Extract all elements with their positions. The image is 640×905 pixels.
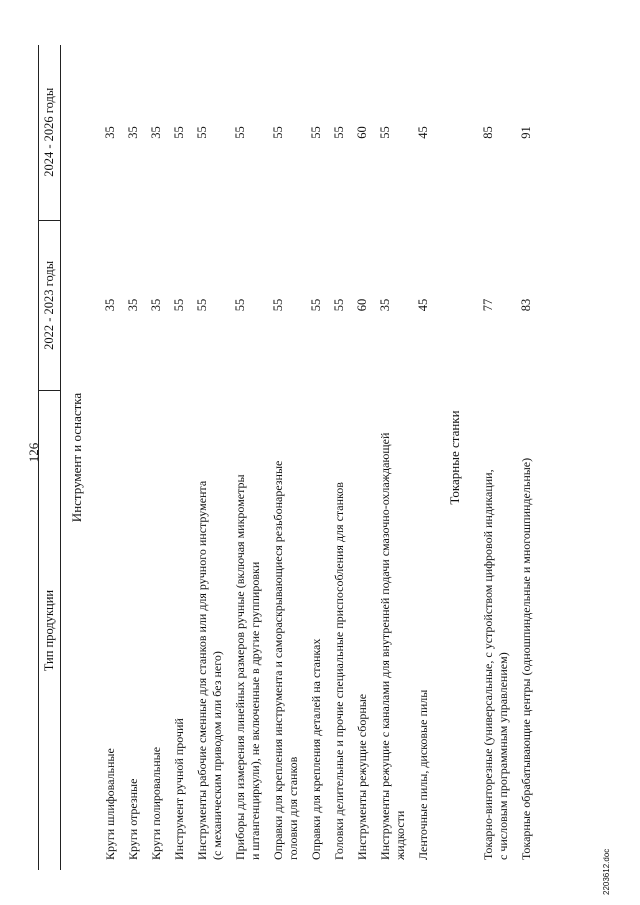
- table-row: [233, 45, 263, 870]
- value-2024-2026: 35: [149, 126, 163, 139]
- value-2022-2023: 35: [126, 298, 140, 312]
- table-header: [38, 45, 61, 870]
- product-name: [332, 390, 347, 870]
- table-row: [519, 45, 534, 870]
- value-2024-2026: 60: [355, 126, 369, 139]
- product-name: [481, 390, 511, 870]
- product-name-line: Инструменты режущие сборные: [355, 693, 369, 860]
- footer-filename: 2203612.doc: [602, 848, 611, 895]
- product-name: [519, 390, 534, 870]
- product-name: [416, 390, 431, 870]
- value-2022-2023: 35: [149, 298, 163, 312]
- value-2024-2026: 85: [481, 126, 495, 139]
- product-name-line: Головки делительные и прочие специальные приспособления для станков: [332, 482, 346, 860]
- value-2022-2023: 77: [481, 298, 495, 312]
- product-name: [355, 390, 370, 870]
- value-2022-2023: 55: [195, 298, 209, 312]
- table-row: [416, 45, 431, 870]
- table-row: [271, 45, 301, 870]
- value-2024-2026: 55: [172, 126, 186, 139]
- section-title: Инструмент и оснастка: [69, 392, 84, 523]
- product-name-line: Ленточные пилы, дисковые пилы: [416, 689, 430, 860]
- value-2024-2026: 55: [233, 126, 247, 139]
- table-row: [355, 45, 370, 870]
- value-2024-2026: 55: [309, 126, 323, 139]
- product-name: [195, 390, 225, 870]
- header-2024-2026: 2024 - 2026 годы: [39, 45, 60, 221]
- table-row: [103, 45, 118, 870]
- product-name-line: Приборы для измерения линейных размеров ручные (включая микрометры: [233, 474, 247, 860]
- table-row: [195, 45, 225, 870]
- table-row: [172, 45, 187, 870]
- table-row: [309, 45, 324, 870]
- value-2022-2023: 55: [332, 298, 346, 312]
- product-name-line: Инструменты режущие с каналами для внутренней подачи смазочно-охлаждающей: [378, 432, 392, 860]
- product-table: [38, 45, 542, 870]
- product-name: [126, 390, 141, 870]
- value-2022-2023: 83: [519, 298, 533, 312]
- value-2022-2023: 55: [271, 298, 285, 312]
- product-name-line: Круги полировальные: [149, 746, 163, 860]
- product-name: [378, 390, 408, 870]
- table-row: [332, 45, 347, 870]
- product-name-line: жидкости: [393, 810, 407, 860]
- value-2024-2026: 55: [332, 126, 346, 139]
- value-2022-2023: 55: [309, 298, 323, 312]
- product-name-line: с числовым программным управлением): [496, 652, 510, 860]
- product-name-line: Инструмент ручной прочий: [172, 718, 186, 860]
- page-number: 126: [26, 442, 41, 463]
- value-2022-2023: 55: [233, 298, 247, 312]
- product-name-line: Круги шлифовальные: [103, 748, 117, 860]
- product-name-line: Инструменты рабочие сменные для станков или для ручного инструмента: [195, 480, 209, 860]
- table-row: [126, 45, 141, 870]
- value-2024-2026: 55: [195, 126, 209, 139]
- value-2024-2026: 55: [378, 126, 392, 139]
- product-name-line: Круги отрезные: [126, 778, 140, 860]
- product-name: [271, 390, 301, 870]
- table-row: [378, 45, 408, 870]
- section-title: Токарные станки: [447, 410, 462, 505]
- value-2024-2026: 91: [519, 126, 533, 139]
- value-2022-2023: 45: [416, 298, 430, 312]
- value-2024-2026: 35: [103, 126, 117, 139]
- product-name: [309, 390, 324, 870]
- product-name: [103, 390, 118, 870]
- product-name: [233, 390, 263, 870]
- product-name-line: Оправки для крепления инструмента и самораскрывающиеся резьбонарезные: [271, 460, 285, 860]
- table-row: [481, 45, 511, 870]
- value-2024-2026: 55: [271, 126, 285, 139]
- product-name-line: (с механическим приводом или без него): [210, 651, 224, 860]
- product-name-line: головки для станков: [286, 756, 300, 860]
- product-name-line: Токарные обрабатывающие центры (одношпиндельные и многошпиндельные): [519, 457, 533, 860]
- value-2022-2023: 35: [378, 298, 392, 312]
- header-product-type: Тип продукции: [42, 589, 56, 672]
- value-2022-2023: 55: [172, 298, 186, 312]
- product-name-line: Оправки для крепления деталей на станках: [309, 638, 323, 860]
- value-2024-2026: 45: [416, 126, 430, 139]
- value-2024-2026: 35: [126, 126, 140, 139]
- table-row: [149, 45, 164, 870]
- product-name-line: и штангенциркули), не включенные в другие группировки: [248, 561, 262, 860]
- table-body: [61, 45, 534, 870]
- product-name: [172, 390, 187, 870]
- product-name-line: Токарно-винторезные (универсальные, с устройством цифровой индикации,: [481, 469, 495, 860]
- value-2022-2023: 60: [355, 298, 369, 312]
- header-2022-2023: 2022 - 2023 годы: [39, 221, 60, 392]
- product-name: [149, 390, 164, 870]
- value-2022-2023: 35: [103, 298, 117, 312]
